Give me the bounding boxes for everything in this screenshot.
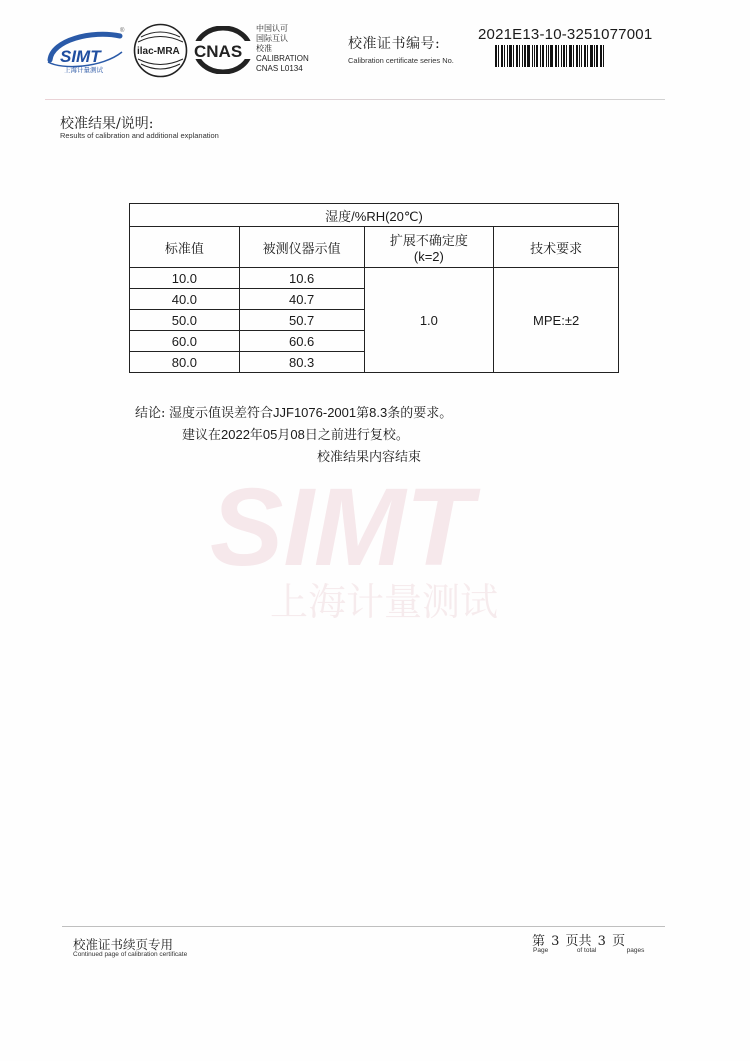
recalibration-recommendation: 建议在2022年05月08日之前进行复校。 bbox=[182, 427, 409, 442]
page-number-en bbox=[533, 947, 644, 954]
cert-number: 2021E13-10-3251077001 bbox=[478, 26, 653, 43]
svg-text:上海计量测试: 上海计量测试 bbox=[270, 580, 499, 624]
instrument-reading: 10.6 bbox=[239, 268, 364, 289]
page-number-cn: 第 3 页共 3 页 bbox=[532, 934, 626, 949]
instrument-reading: 40.7 bbox=[239, 289, 364, 310]
conclusion bbox=[135, 402, 452, 421]
uncertainty-label: 扩展不确定度 bbox=[389, 234, 468, 249]
simt-watermark bbox=[200, 470, 580, 640]
svg-text:CNAS: CNAS bbox=[194, 42, 243, 61]
header-standard-value: 标准值 bbox=[130, 227, 240, 268]
instrument-reading: 60.6 bbox=[239, 331, 364, 352]
requirement-value: MPE:±2 bbox=[494, 268, 619, 373]
page-word: Page bbox=[533, 947, 549, 954]
section-title-cn: 校准结果/说明: bbox=[60, 116, 154, 132]
svg-text:®: ® bbox=[120, 28, 125, 34]
standard-value: 10.0 bbox=[130, 268, 240, 289]
header-expanded-uncertainty bbox=[364, 227, 494, 268]
svg-text:上海计量测试: 上海计量测试 bbox=[64, 66, 103, 74]
header-instrument-reading: 被测仪器示值 bbox=[239, 227, 364, 268]
results-end-note: 校准结果内容结束 bbox=[317, 450, 422, 465]
cnas-line: 校准 bbox=[256, 44, 272, 53]
header-divider bbox=[45, 99, 665, 100]
standard-value: 40.0 bbox=[130, 289, 240, 310]
cert-number-label-en: Calibration certificate series No. bbox=[348, 56, 454, 65]
svg-text:SIMT: SIMT bbox=[210, 470, 473, 589]
ilac-mra-logo bbox=[133, 23, 188, 78]
cnas-logo bbox=[193, 26, 253, 74]
svg-text:SIMT: SIMT bbox=[60, 47, 101, 66]
instrument-reading: 80.3 bbox=[239, 352, 364, 373]
conclusion-text: 湿度示值误差符合JJF1076-2001第8.3条的要求。 bbox=[169, 405, 453, 420]
calibration-results-table bbox=[129, 203, 619, 373]
cnas-line: CALIBRATION bbox=[256, 54, 309, 63]
uncertainty-value: 1.0 bbox=[364, 268, 494, 373]
standard-value: 80.0 bbox=[130, 352, 240, 373]
coverage-factor: (k=2) bbox=[413, 249, 444, 264]
footer-divider bbox=[62, 926, 665, 927]
cert-number-label-cn: 校准证书编号: bbox=[348, 36, 441, 52]
cnas-line: 国际互认 bbox=[256, 34, 288, 43]
footer-label-cn: 校准证书续页专用 bbox=[73, 937, 174, 952]
svg-text:ilac-MRA: ilac-MRA bbox=[137, 46, 180, 57]
table-row bbox=[130, 268, 619, 289]
cnas-line: 中国认可 bbox=[256, 24, 288, 33]
standard-value: 50.0 bbox=[130, 310, 240, 331]
conclusion-label: 结论: bbox=[135, 406, 166, 421]
instrument-reading: 50.7 bbox=[239, 310, 364, 331]
header-technical-requirement: 技术要求 bbox=[494, 227, 619, 268]
standard-value: 60.0 bbox=[130, 331, 240, 352]
barcode bbox=[495, 45, 635, 67]
table-title: 湿度/%RH(20℃) bbox=[130, 204, 619, 227]
pages-word: pages bbox=[626, 947, 645, 954]
of-total-word: of total bbox=[576, 947, 597, 954]
cnas-line: CNAS L0134 bbox=[256, 64, 303, 73]
section-title-en: Results of calibration and additional explanation bbox=[60, 131, 219, 140]
footer-label-en: Continued page of calibration certificate bbox=[73, 951, 188, 958]
simt-logo bbox=[42, 22, 132, 77]
cnas-accreditation-text bbox=[256, 24, 309, 74]
